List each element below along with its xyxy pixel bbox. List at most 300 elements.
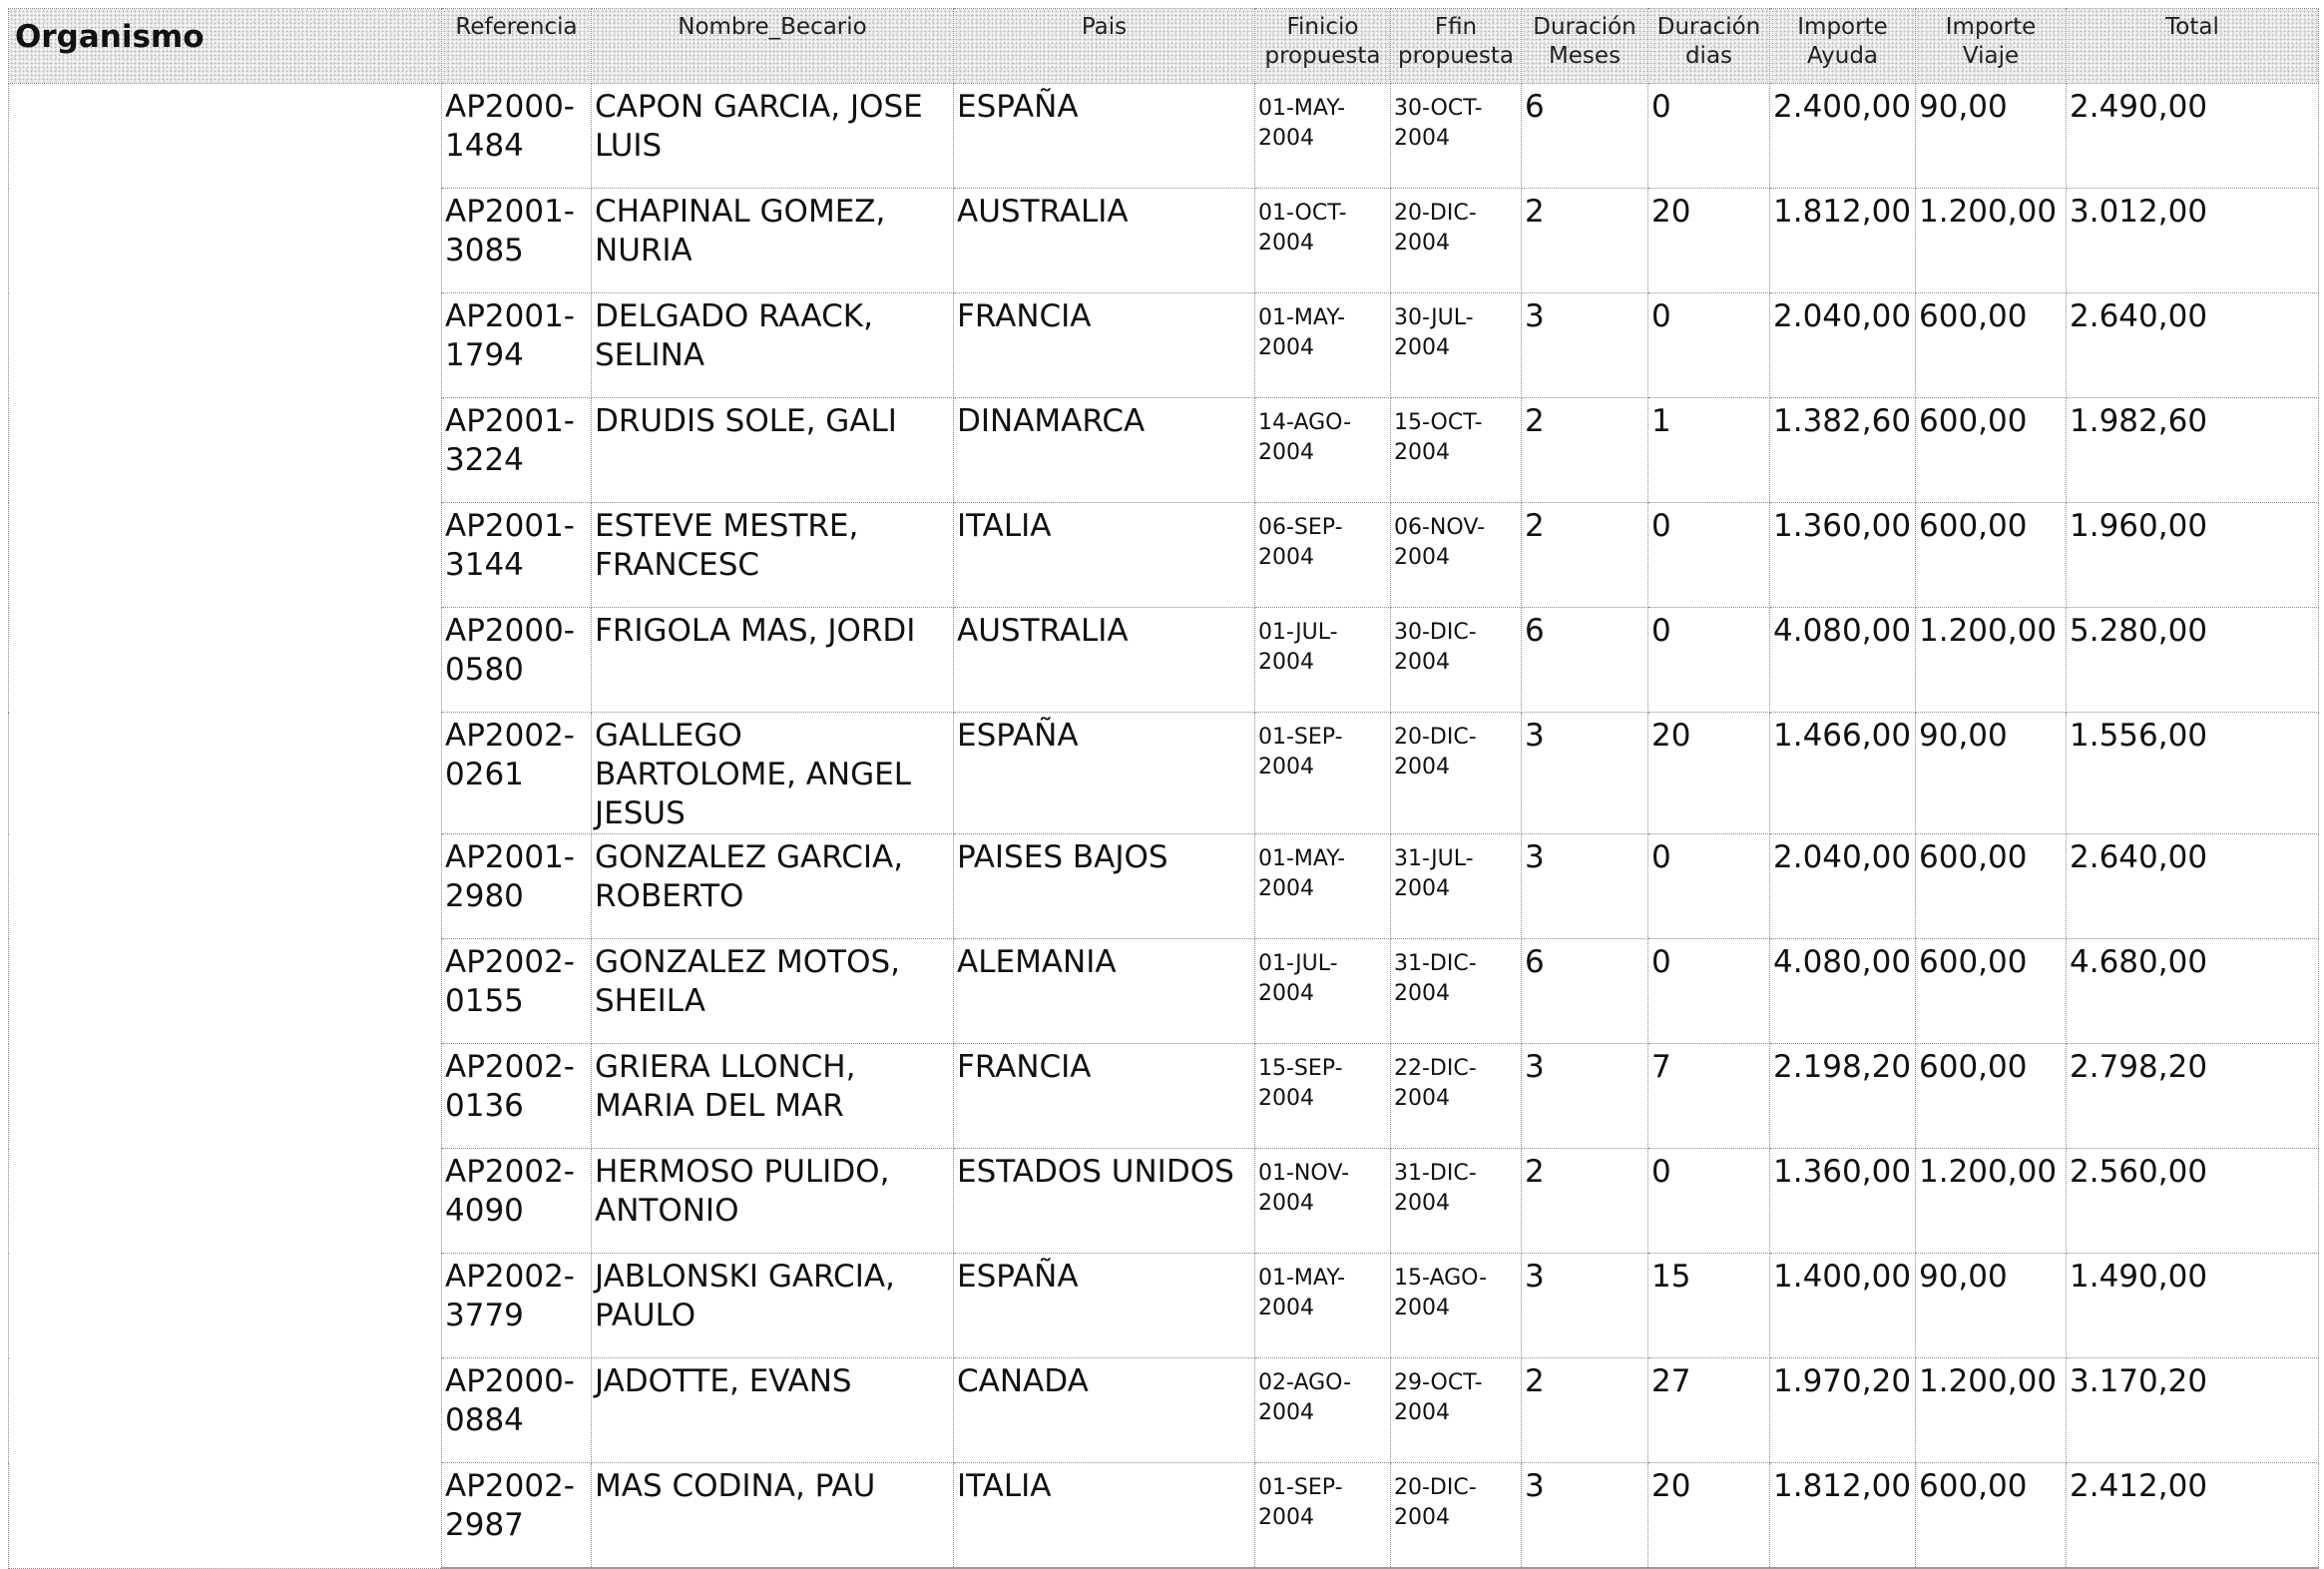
cell-nombre-becario <box>592 1358 954 1463</box>
cell-importe-ayuda-text: 2.198,20 <box>1773 1049 1912 1085</box>
cell-pais <box>954 1149 1255 1254</box>
header-organismo-label: Organismo <box>15 19 205 55</box>
becarios-table <box>8 8 2319 1569</box>
cell-total <box>2067 1149 2319 1254</box>
cell-duracion-meses-text: 3 <box>1525 1259 1545 1295</box>
cell-duracion-dias-text: 20 <box>1651 718 1691 754</box>
cell-duracion-meses-text: 2 <box>1525 403 1545 439</box>
table-row <box>9 84 2319 189</box>
cell-total <box>2067 189 2319 293</box>
cell-total-text: 1.960,00 <box>2070 508 2208 544</box>
header-nombre <box>592 9 954 84</box>
cell-total <box>2067 293 2319 398</box>
cell-ffin <box>1391 189 1522 293</box>
cell-importe-viaje <box>1916 1463 2067 1569</box>
cell-importe-viaje <box>1916 1149 2067 1254</box>
cell-importe-ayuda-text: 2.040,00 <box>1773 298 1912 334</box>
cell-finicio <box>1255 834 1391 939</box>
cell-importe-viaje <box>1916 84 2067 189</box>
cell-duracion-meses <box>1522 1254 1648 1358</box>
cell-pais-text: PAISES BAJOS <box>957 839 1168 875</box>
cell-importe-ayuda-text: 1.812,00 <box>1773 194 1912 230</box>
header-referencia <box>442 9 592 84</box>
cell-finicio <box>1255 1254 1391 1358</box>
cell-ffin <box>1391 1358 1522 1463</box>
cell-finicio-text: 01-MAY-2004 <box>1258 305 1346 360</box>
cell-total <box>2067 713 2319 834</box>
cell-importe-ayuda-text: 2.400,00 <box>1773 89 1912 125</box>
cell-importe-ayuda <box>1770 1044 1916 1149</box>
cell-importe-viaje <box>1916 834 2067 939</box>
cell-ffin <box>1391 1463 1522 1569</box>
cell-ffin-text: 15-OCT-2004 <box>1394 410 1483 465</box>
cell-referencia-text: AP2000-1484 <box>445 89 575 164</box>
cell-nombre-becario-text: JADOTTE, EVANS <box>595 1363 852 1399</box>
cell-total <box>2067 608 2319 713</box>
cell-importe-ayuda-text: 1.970,20 <box>1773 1363 1912 1399</box>
cell-duracion-meses <box>1522 189 1648 293</box>
cell-duracion-meses-text: 3 <box>1525 839 1545 875</box>
cell-nombre-becario <box>592 398 954 503</box>
cell-importe-viaje <box>1916 398 2067 503</box>
cell-referencia-text: AP2001-3224 <box>445 403 575 478</box>
cell-ffin-text: 31-DIC-2004 <box>1394 1161 1477 1216</box>
cell-duracion-dias-text: 0 <box>1651 839 1671 875</box>
cell-referencia <box>442 503 592 608</box>
cell-importe-ayuda <box>1770 189 1916 293</box>
cell-duracion-dias <box>1648 834 1770 939</box>
cell-pais <box>954 84 1255 189</box>
cell-duracion-dias <box>1648 1254 1770 1358</box>
cell-duracion-dias <box>1648 1463 1770 1569</box>
cell-importe-ayuda-text: 4.080,00 <box>1773 944 1912 980</box>
cell-importe-viaje <box>1916 1044 2067 1149</box>
cell-referencia-text: AP2002-0136 <box>445 1049 575 1124</box>
cell-referencia-text: AP2001-2980 <box>445 839 575 914</box>
cell-ffin <box>1391 608 1522 713</box>
header-finicio-label: Finicio propuesta <box>1264 14 1381 69</box>
cell-importe-viaje <box>1916 608 2067 713</box>
cell-organismo <box>9 84 442 1569</box>
cell-duracion-dias-text: 0 <box>1651 944 1671 980</box>
cell-referencia <box>442 939 592 1044</box>
cell-importe-viaje-text: 600,00 <box>1919 944 2028 980</box>
cell-duracion-meses-text: 3 <box>1525 1468 1545 1504</box>
cell-duracion-dias <box>1648 1044 1770 1149</box>
cell-nombre-becario <box>592 939 954 1044</box>
cell-duracion-meses-text: 2 <box>1525 1363 1545 1399</box>
cell-nombre-becario <box>592 293 954 398</box>
cell-referencia <box>442 398 592 503</box>
cell-finicio-text: 02-AGO-2004 <box>1258 1370 1352 1425</box>
cell-importe-viaje-text: 1.200,00 <box>1919 194 2058 230</box>
cell-duracion-dias <box>1648 293 1770 398</box>
cell-ffin-text: 29-OCT-2004 <box>1394 1370 1483 1425</box>
cell-finicio-text: 01-MAY-2004 <box>1258 846 1346 901</box>
cell-referencia-text: AP2001-1794 <box>445 298 575 373</box>
cell-nombre-becario-text: CHAPINAL GOMEZ, NURIA <box>595 194 886 268</box>
cell-finicio <box>1255 398 1391 503</box>
cell-importe-viaje <box>1916 713 2067 834</box>
cell-importe-viaje <box>1916 503 2067 608</box>
header-pais-label: Pais <box>1081 14 1128 40</box>
header-finicio <box>1255 9 1391 84</box>
cell-duracion-meses <box>1522 84 1648 189</box>
cell-ffin-text: 31-DIC-2004 <box>1394 951 1477 1006</box>
cell-pais <box>954 503 1255 608</box>
header-pais <box>954 9 1255 84</box>
cell-pais-text: CANADA <box>957 1363 1089 1399</box>
header-importe-viaje <box>1916 9 2067 84</box>
header-duracion-meses-label: Duración Meses <box>1533 14 1636 69</box>
cell-pais-text: ESPAÑA <box>957 1259 1079 1295</box>
cell-importe-ayuda-text: 2.040,00 <box>1773 839 1912 875</box>
cell-pais-text: ITALIA <box>957 1468 1052 1504</box>
cell-importe-viaje-text: 600,00 <box>1919 508 2028 544</box>
cell-importe-viaje-text: 600,00 <box>1919 1049 2028 1085</box>
cell-total-text: 2.798,20 <box>2070 1049 2208 1085</box>
header-total <box>2067 9 2319 84</box>
cell-finicio <box>1255 1044 1391 1149</box>
cell-nombre-becario <box>592 503 954 608</box>
cell-duracion-meses-text: 2 <box>1525 508 1545 544</box>
cell-ffin <box>1391 834 1522 939</box>
cell-nombre-becario <box>592 1149 954 1254</box>
cell-nombre-becario <box>592 84 954 189</box>
cell-importe-viaje-text: 90,00 <box>1919 89 2008 125</box>
cell-referencia-text: AP2001-3085 <box>445 194 575 268</box>
cell-importe-viaje-text: 600,00 <box>1919 403 2028 439</box>
cell-importe-ayuda-text: 1.400,00 <box>1773 1259 1912 1295</box>
cell-total <box>2067 503 2319 608</box>
cell-nombre-becario-text: GRIERA LLONCH, MARIA DEL MAR <box>595 1049 856 1124</box>
cell-ffin-text: 22-DIC-2004 <box>1394 1056 1477 1111</box>
cell-finicio <box>1255 713 1391 834</box>
cell-duracion-dias <box>1648 189 1770 293</box>
cell-duracion-meses <box>1522 1149 1648 1254</box>
cell-referencia <box>442 1254 592 1358</box>
table-body <box>9 84 2319 1569</box>
cell-importe-ayuda-text: 1.360,00 <box>1773 1154 1912 1190</box>
cell-importe-ayuda <box>1770 398 1916 503</box>
cell-finicio-text: 01-SEP-2004 <box>1258 725 1343 780</box>
cell-pais <box>954 608 1255 713</box>
cell-pais-text: ITALIA <box>957 508 1052 544</box>
cell-importe-viaje-text: 600,00 <box>1919 298 2028 334</box>
cell-duracion-meses-text: 3 <box>1525 718 1545 754</box>
cell-total-text: 1.556,00 <box>2070 718 2208 754</box>
cell-finicio-text: 01-JUL-2004 <box>1258 951 1338 1006</box>
header-total-label: Total <box>2165 14 2219 40</box>
cell-nombre-becario-text: FRIGOLA MAS, JORDI <box>595 613 916 649</box>
cell-ffin <box>1391 293 1522 398</box>
header-nombre-label: Nombre_Becario <box>678 14 867 40</box>
header-duracion-dias <box>1648 9 1770 84</box>
cell-referencia <box>442 1149 592 1254</box>
cell-duracion-meses <box>1522 398 1648 503</box>
cell-nombre-becario <box>592 1463 954 1569</box>
cell-importe-ayuda-text: 1.466,00 <box>1773 718 1912 754</box>
cell-importe-viaje-text: 1.200,00 <box>1919 613 2058 649</box>
cell-duracion-dias <box>1648 84 1770 189</box>
cell-finicio-text: 01-MAY-2004 <box>1258 1266 1346 1320</box>
cell-duracion-dias <box>1648 503 1770 608</box>
cell-ffin-text: 20-DIC-2004 <box>1394 201 1477 256</box>
cell-finicio-text: 01-SEP-2004 <box>1258 1475 1343 1530</box>
cell-pais <box>954 834 1255 939</box>
cell-ffin-text: 30-DIC-2004 <box>1394 620 1477 675</box>
cell-pais-text: ESPAÑA <box>957 718 1079 754</box>
cell-nombre-becario-text: JABLONSKI GARCIA, PAULO <box>595 1259 895 1333</box>
cell-ffin-text: 06-NOV-2004 <box>1394 515 1486 570</box>
cell-total-text: 3.170,20 <box>2070 1363 2208 1399</box>
cell-total <box>2067 1044 2319 1149</box>
cell-importe-ayuda <box>1770 1149 1916 1254</box>
cell-referencia <box>442 189 592 293</box>
cell-importe-ayuda-text: 1.382,60 <box>1773 403 1912 439</box>
header-importe-ayuda-label: Importe Ayuda <box>1797 14 1888 69</box>
cell-total-text: 2.490,00 <box>2070 89 2208 125</box>
cell-referencia <box>442 1358 592 1463</box>
cell-duracion-dias-text: 20 <box>1651 194 1691 230</box>
cell-importe-viaje-text: 90,00 <box>1919 1259 2008 1295</box>
cell-importe-viaje-text: 1.200,00 <box>1919 1363 2058 1399</box>
cell-importe-ayuda <box>1770 1254 1916 1358</box>
cell-referencia-text: AP2000-0884 <box>445 1363 575 1438</box>
cell-importe-ayuda <box>1770 834 1916 939</box>
cell-duracion-dias <box>1648 713 1770 834</box>
cell-importe-viaje <box>1916 939 2067 1044</box>
cell-ffin-text: 20-DIC-2004 <box>1394 725 1477 780</box>
cell-total-text: 2.560,00 <box>2070 1154 2208 1190</box>
cell-duracion-dias <box>1648 1358 1770 1463</box>
cell-duracion-meses <box>1522 834 1648 939</box>
cell-ffin <box>1391 1149 1522 1254</box>
cell-nombre-becario-text: ESTEVE MESTRE, FRANCESC <box>595 508 859 583</box>
cell-duracion-dias-text: 0 <box>1651 298 1671 334</box>
cell-duracion-meses-text: 6 <box>1525 89 1545 125</box>
cell-ffin-text: 15-AGO-2004 <box>1394 1266 1488 1320</box>
cell-finicio <box>1255 84 1391 189</box>
cell-duracion-dias <box>1648 608 1770 713</box>
cell-importe-ayuda <box>1770 608 1916 713</box>
cell-finicio-text: 15-SEP-2004 <box>1258 1056 1343 1111</box>
cell-importe-ayuda <box>1770 713 1916 834</box>
cell-pais <box>954 398 1255 503</box>
cell-finicio <box>1255 1463 1391 1569</box>
cell-pais-text: DINAMARCA <box>957 403 1146 439</box>
cell-total-text: 2.640,00 <box>2070 839 2208 875</box>
cell-finicio <box>1255 1149 1391 1254</box>
cell-importe-viaje-text: 600,00 <box>1919 1468 2028 1504</box>
cell-referencia <box>442 608 592 713</box>
cell-duracion-meses-text: 6 <box>1525 613 1545 649</box>
cell-nombre-becario <box>592 1254 954 1358</box>
cell-duracion-dias-text: 0 <box>1651 508 1671 544</box>
cell-total-text: 1.490,00 <box>2070 1259 2208 1295</box>
cell-pais-text: ESPAÑA <box>957 89 1079 125</box>
cell-nombre-becario <box>592 713 954 834</box>
cell-duracion-dias-text: 27 <box>1651 1363 1691 1399</box>
cell-finicio <box>1255 293 1391 398</box>
cell-importe-ayuda-text: 1.812,00 <box>1773 1468 1912 1504</box>
cell-pais <box>954 939 1255 1044</box>
cell-nombre-becario-text: GONZALEZ MOTOS, SHEILA <box>595 944 901 1019</box>
cell-finicio-text: 01-MAY-2004 <box>1258 96 1346 151</box>
cell-duracion-meses-text: 3 <box>1525 1049 1545 1085</box>
cell-referencia-text: AP2002-2987 <box>445 1468 575 1543</box>
cell-nombre-becario <box>592 189 954 293</box>
cell-duracion-meses-text: 2 <box>1525 194 1545 230</box>
cell-importe-viaje-text: 600,00 <box>1919 839 2028 875</box>
cell-nombre-becario <box>592 1044 954 1149</box>
cell-ffin <box>1391 503 1522 608</box>
cell-ffin <box>1391 1254 1522 1358</box>
cell-importe-ayuda-text: 1.360,00 <box>1773 508 1912 544</box>
header-organismo <box>9 9 442 84</box>
cell-importe-ayuda <box>1770 939 1916 1044</box>
cell-pais <box>954 293 1255 398</box>
header-row <box>9 9 2319 84</box>
cell-ffin-text: 30-OCT-2004 <box>1394 96 1483 151</box>
cell-pais <box>954 1254 1255 1358</box>
cell-ffin <box>1391 84 1522 189</box>
cell-referencia <box>442 293 592 398</box>
cell-duracion-dias-text: 0 <box>1651 1154 1671 1190</box>
cell-ffin <box>1391 713 1522 834</box>
cell-total <box>2067 1463 2319 1569</box>
cell-nombre-becario-text: GALLEGO BARTOLOME, ANGEL JESUS <box>595 718 911 831</box>
cell-nombre-becario <box>592 834 954 939</box>
cell-finicio <box>1255 608 1391 713</box>
header-ffin-label: Ffin propuesta <box>1397 14 1515 69</box>
cell-duracion-dias-text: 0 <box>1651 89 1671 125</box>
cell-total-text: 1.982,60 <box>2070 403 2208 439</box>
cell-ffin <box>1391 939 1522 1044</box>
cell-total <box>2067 398 2319 503</box>
cell-nombre-becario <box>592 608 954 713</box>
cell-referencia <box>442 84 592 189</box>
cell-ffin-text: 20-DIC-2004 <box>1394 1475 1477 1530</box>
table-header <box>9 9 2319 84</box>
cell-duracion-dias-text: 15 <box>1651 1259 1691 1295</box>
cell-importe-viaje <box>1916 1358 2067 1463</box>
cell-nombre-becario-text: HERMOSO PULIDO, ANTONIO <box>595 1154 890 1229</box>
cell-pais-text: ALEMANIA <box>957 944 1117 980</box>
cell-referencia-text: AP2002-0155 <box>445 944 575 1019</box>
cell-duracion-dias-text: 7 <box>1651 1049 1671 1085</box>
cell-referencia <box>442 1044 592 1149</box>
cell-total-text: 3.012,00 <box>2070 194 2208 230</box>
cell-finicio <box>1255 1358 1391 1463</box>
cell-duracion-meses <box>1522 713 1648 834</box>
cell-total <box>2067 834 2319 939</box>
cell-duracion-meses <box>1522 608 1648 713</box>
cell-importe-viaje <box>1916 1254 2067 1358</box>
cell-pais-text: ESTADOS UNIDOS <box>957 1154 1234 1190</box>
cell-nombre-becario-text: DRUDIS SOLE, GALI <box>595 403 897 439</box>
cell-finicio-text: 14-AGO-2004 <box>1258 410 1352 465</box>
cell-total-text: 2.412,00 <box>2070 1468 2208 1504</box>
cell-duracion-meses <box>1522 1463 1648 1569</box>
cell-finicio-text: 06-SEP-2004 <box>1258 515 1343 570</box>
cell-pais-text: FRANCIA <box>957 298 1092 334</box>
header-duracion-meses <box>1522 9 1648 84</box>
cell-ffin-text: 30-JUL-2004 <box>1394 305 1474 360</box>
cell-finicio <box>1255 189 1391 293</box>
cell-duracion-meses <box>1522 939 1648 1044</box>
cell-referencia <box>442 713 592 834</box>
cell-nombre-becario-text: MAS CODINA, PAU <box>595 1468 876 1504</box>
cell-referencia-text: AP2002-4090 <box>445 1154 575 1229</box>
cell-pais-text: FRANCIA <box>957 1049 1092 1085</box>
cell-pais <box>954 1463 1255 1569</box>
cell-ffin <box>1391 1044 1522 1149</box>
cell-importe-viaje <box>1916 293 2067 398</box>
header-importe-viaje-label: Importe Viaje <box>1945 14 2037 69</box>
header-referencia-label: Referencia <box>455 14 578 40</box>
cell-duracion-meses <box>1522 1358 1648 1463</box>
cell-total-text: 4.680,00 <box>2070 944 2208 980</box>
cell-duracion-dias <box>1648 1149 1770 1254</box>
cell-nombre-becario-text: CAPON GARCIA, JOSE LUIS <box>595 89 923 164</box>
cell-duracion-meses-text: 3 <box>1525 298 1545 334</box>
cell-referencia-text: AP2000-0580 <box>445 613 575 688</box>
cell-importe-ayuda <box>1770 1463 1916 1569</box>
cell-duracion-dias-text: 20 <box>1651 1468 1691 1504</box>
cell-ffin <box>1391 398 1522 503</box>
cell-importe-viaje <box>1916 189 2067 293</box>
cell-finicio-text: 01-OCT-2004 <box>1258 201 1347 256</box>
cell-pais-text: AUSTRALIA <box>957 194 1129 230</box>
cell-referencia-text: AP2002-0261 <box>445 718 575 792</box>
cell-duracion-dias-text: 1 <box>1651 403 1671 439</box>
cell-importe-viaje-text: 90,00 <box>1919 718 2008 754</box>
cell-duracion-meses-text: 2 <box>1525 1154 1545 1190</box>
cell-referencia-text: AP2002-3779 <box>445 1259 575 1333</box>
header-duracion-dias-label: Duración dias <box>1656 14 1761 69</box>
cell-pais <box>954 1358 1255 1463</box>
cell-total-text: 5.280,00 <box>2070 613 2208 649</box>
cell-importe-ayuda <box>1770 84 1916 189</box>
cell-duracion-meses <box>1522 1044 1648 1149</box>
cell-total <box>2067 1254 2319 1358</box>
cell-ffin-text: 31-JUL-2004 <box>1394 846 1474 901</box>
cell-pais <box>954 189 1255 293</box>
cell-pais <box>954 1044 1255 1149</box>
cell-duracion-meses <box>1522 503 1648 608</box>
cell-total <box>2067 1358 2319 1463</box>
cell-finicio <box>1255 503 1391 608</box>
cell-pais <box>954 713 1255 834</box>
cell-pais-text: AUSTRALIA <box>957 613 1129 649</box>
header-ffin <box>1391 9 1522 84</box>
cell-duracion-dias <box>1648 398 1770 503</box>
cell-importe-ayuda <box>1770 503 1916 608</box>
cell-referencia <box>442 834 592 939</box>
cell-importe-ayuda-text: 4.080,00 <box>1773 613 1912 649</box>
cell-importe-ayuda <box>1770 1358 1916 1463</box>
cell-total <box>2067 84 2319 189</box>
cell-duracion-meses <box>1522 293 1648 398</box>
cell-total-text: 2.640,00 <box>2070 298 2208 334</box>
cell-total <box>2067 939 2319 1044</box>
cell-referencia-text: AP2001-3144 <box>445 508 575 583</box>
cell-duracion-meses-text: 6 <box>1525 944 1545 980</box>
cell-importe-ayuda <box>1770 293 1916 398</box>
cell-importe-viaje-text: 1.200,00 <box>1919 1154 2058 1190</box>
cell-finicio <box>1255 939 1391 1044</box>
